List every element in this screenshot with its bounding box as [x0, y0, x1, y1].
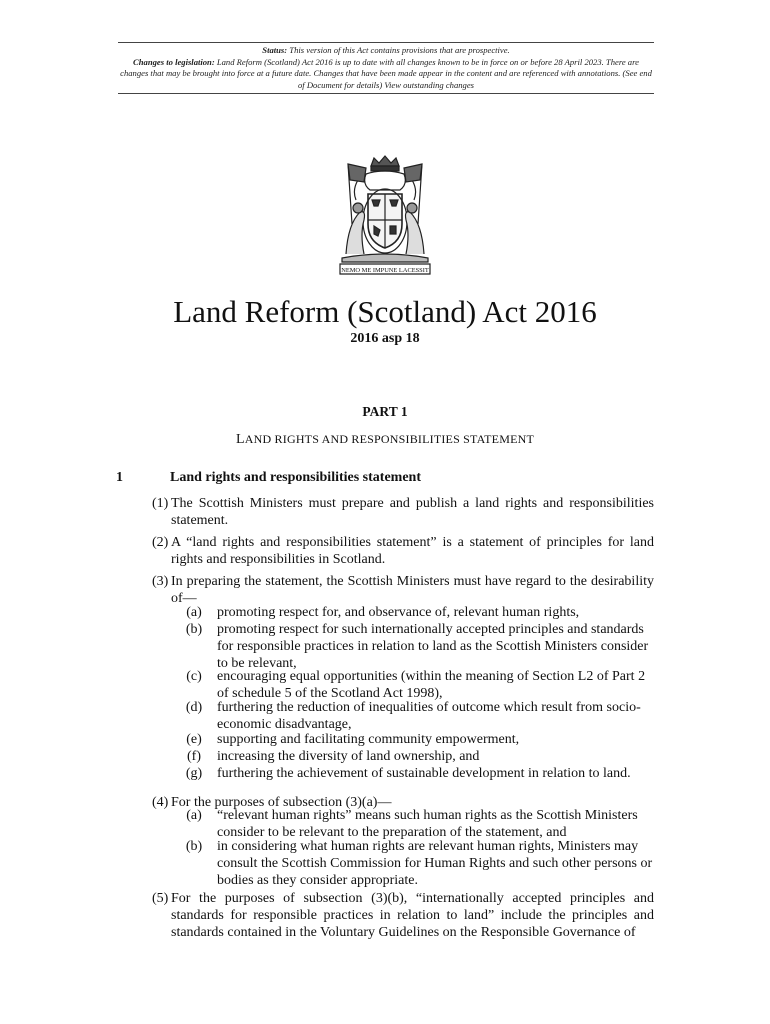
item-label: (f)	[187, 749, 201, 764]
part-title	[0, 432, 770, 448]
subsection-text: For the purposes of subsection (3)(a)—	[171, 795, 392, 810]
subsection-number: (1)	[152, 496, 169, 511]
item-label: (a)	[186, 605, 202, 620]
crest-motto: NEMO ME IMPUNE LACESSIT	[341, 267, 429, 274]
item-label: (g)	[185, 766, 203, 781]
royal-arms-crest-icon	[338, 154, 432, 278]
item-label: (c)	[186, 669, 202, 684]
list-item	[180, 748, 654, 765]
part-heading: PART 1	[362, 404, 408, 419]
part-title-initial: L	[235, 432, 245, 447]
subsection-2	[152, 534, 654, 568]
item-text: in considering what human rights are relevant human rights, Ministers may consult the Scottish Commission for Human Rights and such other persons or bodies as they consider appropriate.	[217, 839, 653, 888]
changes-line	[118, 57, 654, 92]
list-item	[180, 699, 654, 733]
changes-text: Land Reform (Scotland) Act 2016 is up to date with all changes known to be in force on or before 28 April 2023. There are changes that may be brought into force at a future date. Changes that have been made appear in the content and are referenced with annotations. (See end of Document for details) View outstanding changes	[120, 56, 652, 90]
subsection-number: (5)	[152, 891, 169, 906]
status-text: This version of this Act contains provisions that are prospective.	[289, 45, 510, 55]
subsection-text: A “land rights and responsibilities statement” is a statement of principles for land rights and responsibilities in Scotland.	[171, 535, 654, 567]
act-citation: 2016 asp 18	[350, 331, 420, 346]
subsection-text: In preparing the statement, the Scottish Ministers must have regard to the desirability of—	[171, 574, 654, 606]
item-text: supporting and facilitating community empowerment,	[217, 732, 520, 747]
item-label: (a)	[186, 808, 202, 823]
item-text: promoting respect for such internationally accepted principles and standards for responsible practices in relation to land as the Scottish Ministers consider to be relevant,	[217, 622, 649, 671]
item-label: (d)	[185, 700, 203, 715]
list-item	[180, 731, 654, 748]
status-label: Status:	[262, 45, 288, 55]
item-label: (b)	[185, 622, 203, 637]
changes-label: Changes to legislation:	[133, 56, 215, 67]
subsection-number: (3)	[152, 574, 169, 589]
item-label: (b)	[185, 839, 203, 854]
subsection-text: For the purposes of subsection (3)(b), “internationally accepted principles and standards for responsible practices in relation to land” include the principles and standards contained in the Voluntary Guidelines on the Responsible Governance of	[171, 891, 654, 940]
list-item	[180, 604, 654, 621]
item-text: furthering the reduction of inequalities of outcome which result from socio-economic disadvantage,	[217, 700, 641, 732]
status-line	[118, 45, 654, 57]
subsection-number: (4)	[152, 795, 169, 810]
item-text: encouraging equal opportunities (within the meaning of Section L2 of Part 2 of schedule 5 of the Scotland Act 1998),	[217, 669, 646, 701]
subsection-1	[152, 495, 654, 529]
list-item	[180, 765, 654, 782]
item-text: promoting respect for, and observance of, relevant human rights,	[217, 605, 580, 620]
item-label: (e)	[186, 732, 202, 747]
legislation-status-notice	[118, 42, 654, 94]
part-title-rest: AND RIGHTS AND RESPONSIBILITIES STATEMENT	[244, 432, 534, 446]
section-number: 1	[116, 470, 123, 485]
item-text: increasing the diversity of land ownership, and	[217, 749, 480, 764]
list-item	[180, 621, 654, 672]
subsection-number: (2)	[152, 535, 169, 550]
subsection-3	[152, 573, 654, 607]
list-item	[180, 838, 654, 889]
subsection-5	[152, 890, 654, 941]
list-item	[180, 668, 654, 702]
item-text: furthering the achievement of sustainable development in relation to land.	[217, 766, 631, 781]
list-item	[180, 807, 654, 841]
section-title: Land rights and responsibilities statement	[170, 470, 421, 485]
subsection-text: The Scottish Ministers must prepare and publish a land rights and responsibilities statement.	[171, 496, 654, 528]
act-title: Land Reform (Scotland) Act 2016	[173, 294, 597, 329]
item-text: “relevant human rights” means such human rights as the Scottish Ministers consider to be relevant to the preparation of the statement, and	[217, 808, 638, 840]
